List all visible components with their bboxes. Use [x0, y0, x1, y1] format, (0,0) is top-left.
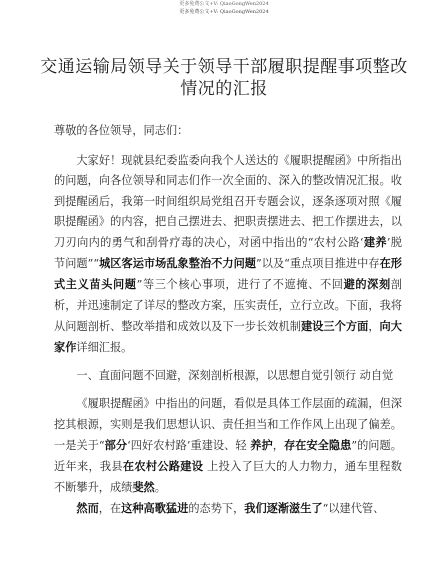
text-run: 剖析，并迅速制定了详尽的整改方案，压实责任，立行立改。下面，我将从问题剖析、整改举措和成效以及下一步长效机制	[54, 278, 402, 333]
paragraph-intro	[54, 151, 402, 358]
text-run: ‘四好农村路’重建设、轻	[127, 438, 251, 452]
text-run: 。	[154, 481, 166, 495]
text-run: “以建代管、	[322, 502, 385, 516]
bold-run: 这种高歌猛进	[121, 501, 189, 516]
paragraph-continuation	[54, 498, 402, 519]
document-body	[54, 121, 402, 520]
bold-run: 在农村公路建设	[122, 459, 204, 474]
text-run: ”以及“重点项目推进中存	[256, 257, 380, 271]
text-run: ，	[368, 319, 380, 333]
text-run: ，	[272, 438, 284, 452]
text-run: 详细汇报。	[76, 341, 133, 355]
text-run: ”的问题。近年来，我县	[54, 438, 402, 474]
text-run: 大家好！现就县纪委监委向我个人送达的《履职提醒函》中所指出的问题，向各位领导和同志们作一次全面的、深入的整改情况汇报。收到提醒函后，我第一时间组织局党组召开专题会议，逐条逐项对照《履职提醒函》的内容，把自己摆进去、把职责摆进去、把工作摆进去，以刀刃向内的勇气和刮骨疗毒的决心，对函中指出的“农村公路‘	[54, 154, 402, 250]
document-title: 交通运输局领导关于领导干部履职提醒事项整改情况的汇报	[40, 57, 408, 99]
bold-run: 部分	[104, 437, 128, 452]
text-run: ”等三个核心事项，进行了不遮掩、不回	[136, 278, 344, 292]
text-run: ’脱节问题”“	[54, 236, 402, 271]
text-run: ，在	[98, 502, 122, 516]
section-heading-1: 一、直面问题不回避，深刻剖析根源，以思想自觉引领行 动自觉	[76, 369, 394, 383]
bold-run: 城区客运市场乱象整治不力问题	[99, 256, 256, 271]
bold-run: 存在安全隐患	[283, 437, 352, 452]
header-watermark-line: 更多免费公文+V: QiaoGongWen2024	[179, 1, 269, 7]
bold-run: 斐然	[132, 480, 155, 495]
bold-run: 建养	[363, 235, 387, 250]
page-header	[0, 0, 448, 16]
bold-run: 向大家作	[54, 318, 402, 355]
bold-run: 建设三个方面	[300, 318, 369, 333]
bold-run: 然而	[76, 501, 99, 516]
bold-run: 避的深刻	[343, 277, 391, 292]
paragraph-analysis	[54, 394, 402, 498]
text-run: 《履职提醒函》中指出的问题，看似是具体工作层面的疏漏，但深挖其根源，实则是我们思想认识、责任担当和工作作风上出现了偏差。一是关于“	[54, 397, 402, 452]
greeting: 尊敬的各位领导，同志们：	[54, 124, 189, 137]
text-run: 上投入了巨大的人力物力，通车里程数不断攀升，成绩	[54, 460, 402, 495]
text-run: 的态势下，	[188, 502, 245, 516]
bold-run: 在形式主义苗头问题	[54, 256, 402, 292]
header-promo-line: 更多免费公文+V: QiaoGongWen2024	[179, 9, 269, 15]
bold-run: 我们逐渐滋生了	[244, 501, 323, 516]
bold-run: 养护	[250, 437, 273, 452]
